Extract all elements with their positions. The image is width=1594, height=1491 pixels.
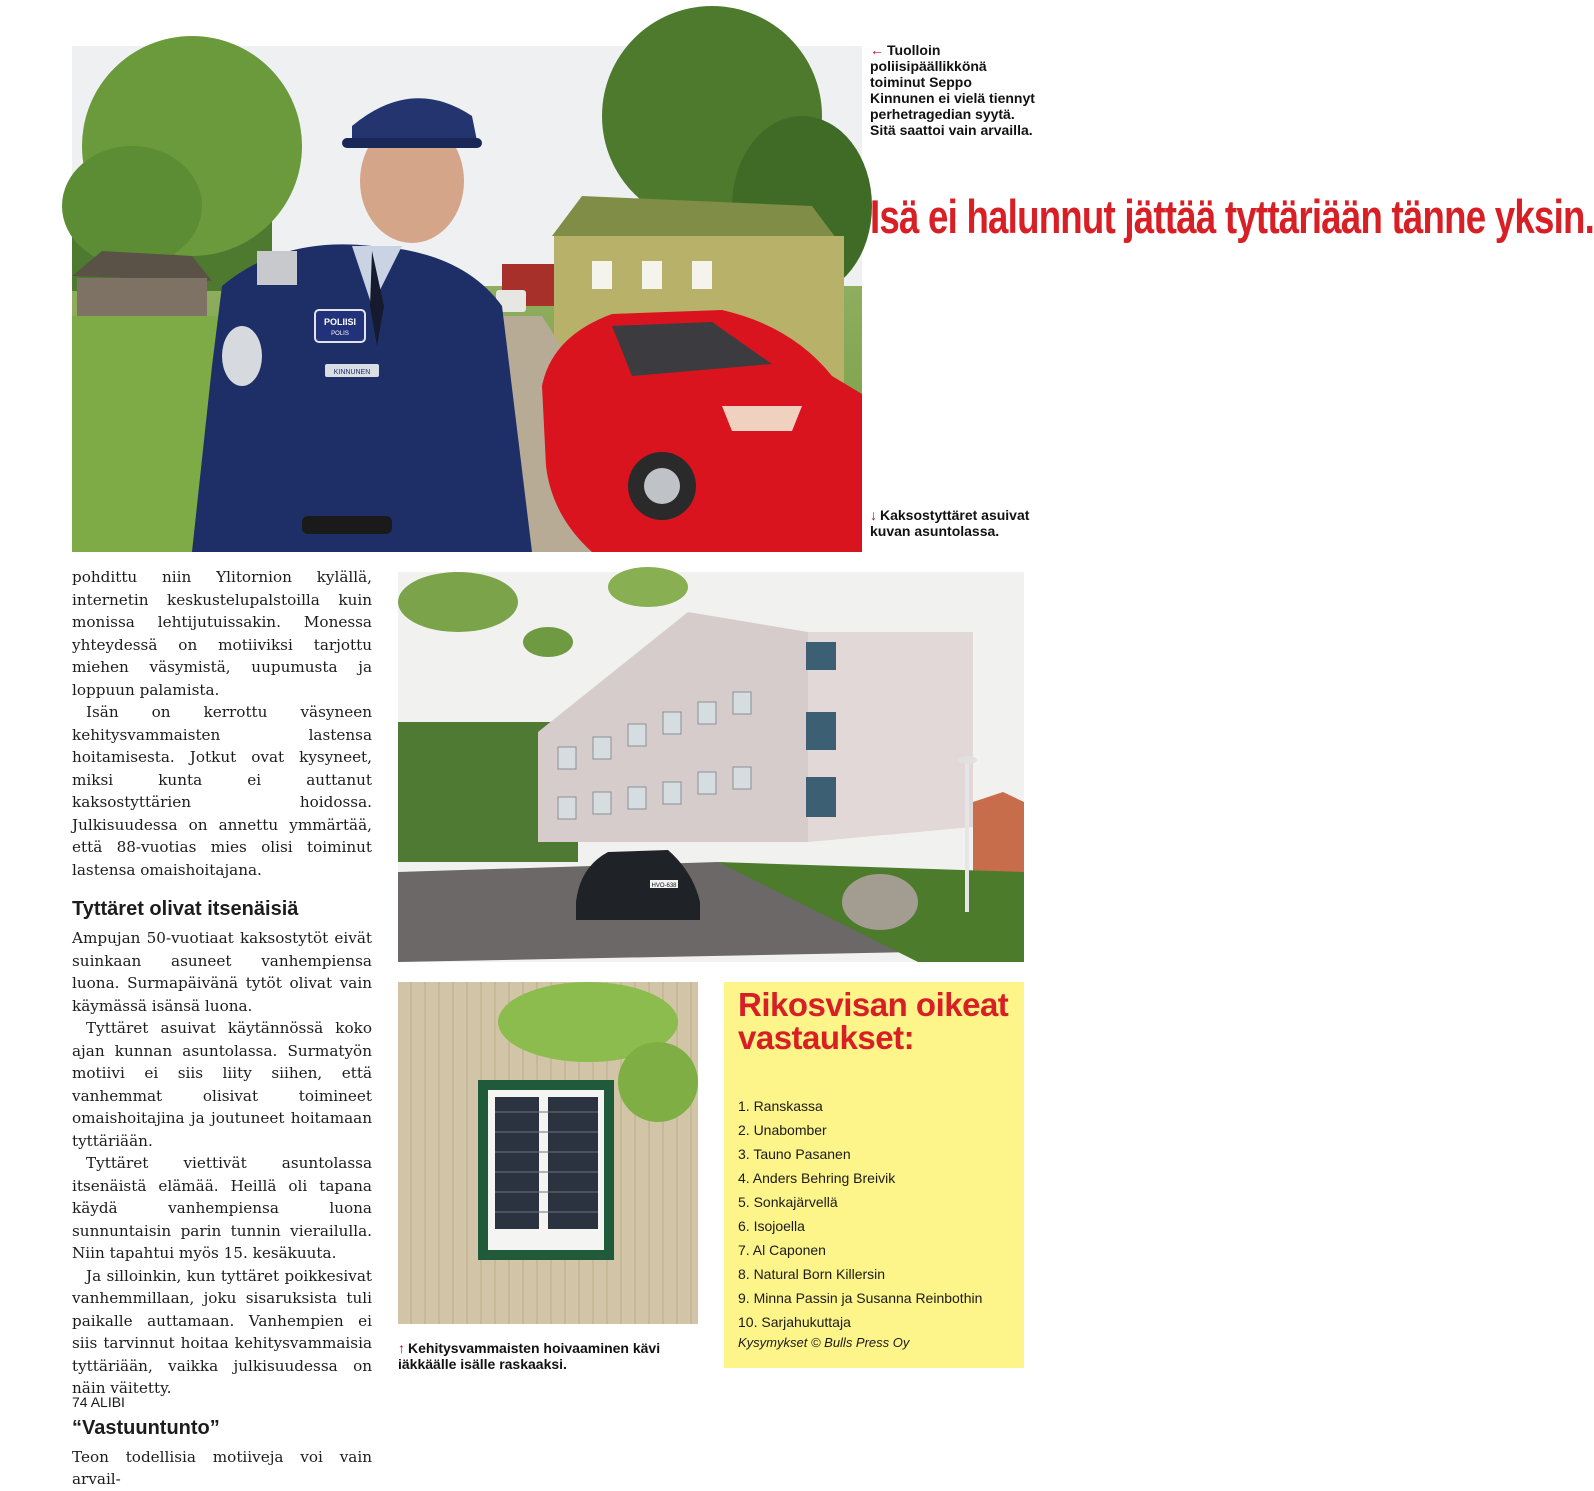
chest-badge-text: POLIISI bbox=[323, 317, 357, 327]
caption-window-text: Kehitysvammaisten hoivaaminen kävi iäkkäälle isälle raskaaksi. bbox=[398, 1340, 661, 1372]
article-subheading: “Vastuuntunto” bbox=[72, 1416, 220, 1439]
photo-house-window bbox=[398, 982, 698, 1324]
photo-police-officer-drawing bbox=[72, 46, 862, 552]
quiz-answer: 8. Natural Born Killersin bbox=[738, 1266, 886, 1282]
article-subheading: Tyttäret olivat itsenäisiä bbox=[72, 898, 299, 920]
quiz-answer: 10. Sarjahukuttaja bbox=[738, 1314, 851, 1330]
quiz-title: Rikosvisan oikeat vastaukset: bbox=[738, 986, 1009, 1056]
quiz-answer: 9. Minna Passin ja Susanna Reinbothin bbox=[738, 1290, 983, 1306]
chest-badge-subtext: POLIS bbox=[331, 331, 349, 337]
page-footer: 74 ALIBI bbox=[72, 1394, 125, 1410]
article-paragraph: Tyttäret asuivat käytännössä koko ajan kunnan asuntolassa. Surmatyön motiivi ei siis liity siihen, että vanhemmat olisivat toimineet omaishoitajina ja joutuneet hoitamaan tyttäriään. bbox=[72, 1019, 372, 1150]
photo-police-officer bbox=[72, 46, 862, 552]
quiz-answer: 5. Sonkajärvellä bbox=[738, 1194, 838, 1210]
caption-building-photo bbox=[870, 507, 1050, 539]
article-paragraph: Ja silloinkin, kun tyttäret poikkesivat vanhemmillaan, joku sisaruksista tuli paikalle auttamaan. Vanhempien ei siis tarvinnut hoitaa kehitysvammaisia tyttäriään, vaikka julkisuudessa on näin väitetty. bbox=[72, 1266, 372, 1397]
quiz-answer: 6. Isojoella bbox=[738, 1218, 805, 1234]
arrow-up-icon: ↑ bbox=[398, 1340, 405, 1356]
article-paragraph: Isän on kerrottu väsyneen kehitysvammaisten lastensa hoitamisesta. Jotkut ovat kysyneet, miksi kunta ei auttanut kaksostyttärien hoidossa. Julkisuudessa on annettu ymmärtää, että 88-vuotias mies olisi toiminut lastensa omaishoitajana. bbox=[72, 703, 372, 879]
quiz-answer: 4. Anders Behring Breivik bbox=[738, 1170, 896, 1186]
caption-top-text: Tuolloin poliisipäällikkönä toiminut Seppo Kinnunen ei vielä tiennyt perhetragedian syytä. Sitä saattoi vain arvailla. bbox=[870, 42, 1035, 138]
headline-quote: Isä ei halunnut jättää tyttäriään tänne yksin. bbox=[870, 190, 1594, 243]
quiz-answer-list bbox=[738, 1094, 982, 1334]
quiz-credit: Kysymykset © Bulls Press Oy bbox=[738, 1335, 910, 1350]
article-paragraph: Ampujan 50-vuotiaat kaksostytöt eivät suinkaan asuneet vanhempiensa luona. Surmapäivänä tytöt olivat vain käymässä isänsä luona. bbox=[72, 929, 372, 1015]
caption-window-photo bbox=[398, 1340, 698, 1372]
article-paragraph: Teon todellisia motiiveja voi vain arvail- bbox=[72, 1447, 372, 1488]
photo-dormitory-drawing bbox=[398, 572, 1024, 962]
quiz-answer: 1. Ranskassa bbox=[738, 1098, 823, 1114]
article-paragraph: Tyttäret viettivät asuntolassa itsenäistä elämää. Heillä oli tapana käydä vanhempiensa luona sunnuntaisin parin tunnin vierailulla. Niin tapahtui myös 15. kesäkuuta. bbox=[72, 1154, 372, 1262]
quiz-answer: 2. Unabomber bbox=[738, 1122, 827, 1138]
article-body bbox=[72, 566, 372, 1491]
quiz-answer: 7. Al Caponen bbox=[738, 1242, 826, 1258]
quiz-answers-box bbox=[724, 982, 1024, 1368]
photo-window-drawing bbox=[398, 982, 698, 1324]
photo-dormitory-building bbox=[398, 572, 1024, 962]
license-plate-text: HVO-638 bbox=[651, 883, 677, 889]
article-paragraph: pohdittu niin Ylitornion kylällä, internetin keskustelupalstoilla kuin monissa lehtijutuissakin. Monessa yhteydessä on motiiviksi tarjottu miehen väsymistä, uupumusta ja loppuun palamista. bbox=[72, 568, 372, 699]
caption-top-photo bbox=[870, 42, 1040, 138]
arrow-left-icon: ← bbox=[870, 42, 884, 58]
quiz-answer: 3. Tauno Pasanen bbox=[738, 1146, 851, 1162]
caption-building-text: Kaksostyttäret asuivat kuvan asuntolassa. bbox=[870, 507, 1030, 539]
name-tag-text: KINNUNEN bbox=[333, 369, 371, 376]
arrow-down-icon: ↓ bbox=[870, 507, 877, 523]
